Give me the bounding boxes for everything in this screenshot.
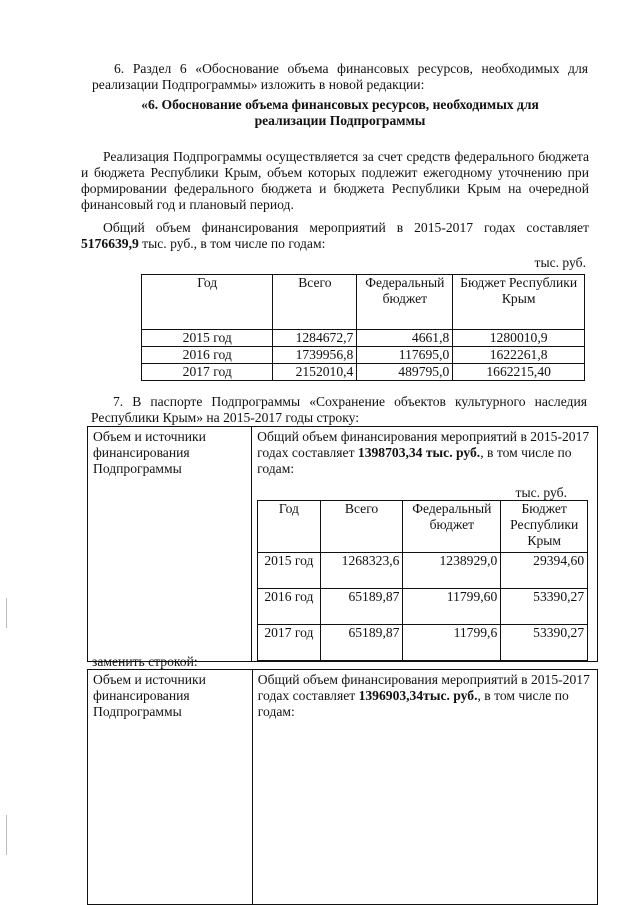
passport-new-right-cell: [252, 670, 597, 905]
table-row: [142, 330, 585, 347]
cell-total: 2152010,4: [273, 364, 357, 381]
section6-intro-text: 6. Раздел 6 «Обоснование объема финансовых ресурсов, необходимых для реализации Подпрограммы» изложить в новой редакции:: [92, 61, 588, 92]
passport-old-right-cell: [252, 427, 598, 662]
paragraph1-text: Реализация Подпрограммы осуществляется за счет средств федерального бюджета и бюджета Республики Крым, объем которых подлежит ежегодному уточнению при формировании федерального бюджета и бюджета Республики Крым на очередной финансовый год и плановый период.: [81, 149, 589, 212]
table-row: [258, 589, 588, 625]
passport-row-old: [87, 426, 598, 662]
col-header-federal: Федеральный бюджет: [403, 501, 501, 553]
replace-label: заменить строкой:: [92, 654, 198, 669]
box2-text-post: , в том числе по годам:: [257, 688, 569, 719]
cell-republic: 1280010,9: [453, 330, 585, 347]
passport-old-label: Объем и источники финансирования Подпрограммы: [93, 429, 206, 476]
passport-new-label: Объем и источники финансирования Подпрограммы: [93, 672, 206, 719]
cell-year: 2017 год: [258, 625, 321, 661]
cell-republic: 29394,60: [501, 553, 588, 589]
col-header-republic: Бюджет Республики Крым: [453, 275, 585, 330]
col-header-federal: Федеральный бюджет: [357, 275, 453, 330]
section6-unit-label: тыс. руб.: [534, 255, 586, 270]
table-header-row: [258, 501, 588, 553]
cell-year: 2017 год: [142, 364, 273, 381]
cell-federal: 117695,0: [357, 347, 453, 364]
box1-text-post: , в том числе по годам:: [257, 445, 572, 476]
box1-amount: 1398703,34 тыс. руб.: [357, 445, 481, 460]
cell-year: 2015 год: [258, 553, 321, 589]
col-header-total: Всего: [320, 501, 403, 553]
cell-federal: 11799,60: [403, 589, 501, 625]
table-row: [258, 553, 588, 589]
cell-year: 2016 год: [142, 347, 273, 364]
section6-heading: «6. Обоснование объема финансовых ресурсов, необходимых для реализации Подпрограммы: [141, 97, 539, 128]
cell-federal: 489795,0: [357, 364, 453, 381]
cell-republic: 53390,27: [501, 625, 588, 661]
cell-total: 1739956,8: [273, 347, 357, 364]
cell-republic: 1622261,8: [453, 347, 585, 364]
cell-republic: 1662215,40: [453, 364, 585, 381]
cell-total: 65189,87: [320, 589, 403, 625]
col-header-republic: Бюджет Республики Крым: [501, 501, 588, 553]
total-amount: 5176639,9: [81, 236, 139, 251]
box1-funding-table: [257, 500, 588, 661]
box2-text-pre: Общий объем финансирования мероприятий в 2015-2017 годах составляет: [257, 672, 590, 703]
paragraph2-post: тыс. руб., в том числе по годам:: [138, 236, 326, 251]
box2-amount: 1396903,34тыс. руб.: [358, 688, 478, 703]
passport-old-left-cell: [88, 427, 252, 662]
paragraph2-pre: Общий объем финансирования мероприятий в 2015-2017 годах составляет: [103, 220, 589, 235]
cell-year: 2016 год: [258, 589, 321, 625]
cell-total: 65189,87: [320, 625, 403, 661]
cell-republic: 53390,27: [501, 589, 588, 625]
cell-federal: 4661,8: [357, 330, 453, 347]
cell-federal: 11799,6: [403, 625, 501, 661]
section7-intro: [91, 394, 587, 426]
scan-margin-mark: [6, 815, 7, 855]
box1-text-pre: Общий объем финансирования мероприятий в 2015-2017 годах составляет: [257, 429, 590, 460]
section6-funding-table: [141, 274, 585, 381]
section6-paragraph2: [81, 220, 589, 252]
section7-intro-text: 7. В паспорте Подпрограммы «Сохранение объектов культурного наследия Республики Крым» на 2015-2017 годы строку:: [91, 394, 587, 425]
section6-intro: [92, 61, 588, 93]
table-header-row: [142, 275, 585, 330]
cell-total: 1268323,6: [320, 553, 403, 589]
passport-new-left-cell: [88, 670, 253, 905]
section6-paragraph1: [81, 149, 589, 213]
table-row: [142, 364, 585, 381]
col-header-year: Год: [142, 275, 273, 330]
col-header-total: Всего: [273, 275, 357, 330]
cell-total: 1284672,7: [273, 330, 357, 347]
passport-row-new: [87, 669, 598, 905]
box1-unit-label: тыс. руб.: [515, 485, 567, 500]
cell-federal: 1238929,0: [403, 553, 501, 589]
scan-margin-mark: [6, 598, 7, 628]
cell-year: 2015 год: [142, 330, 273, 347]
table-row: [142, 347, 585, 364]
col-header-year: Год: [258, 501, 321, 553]
